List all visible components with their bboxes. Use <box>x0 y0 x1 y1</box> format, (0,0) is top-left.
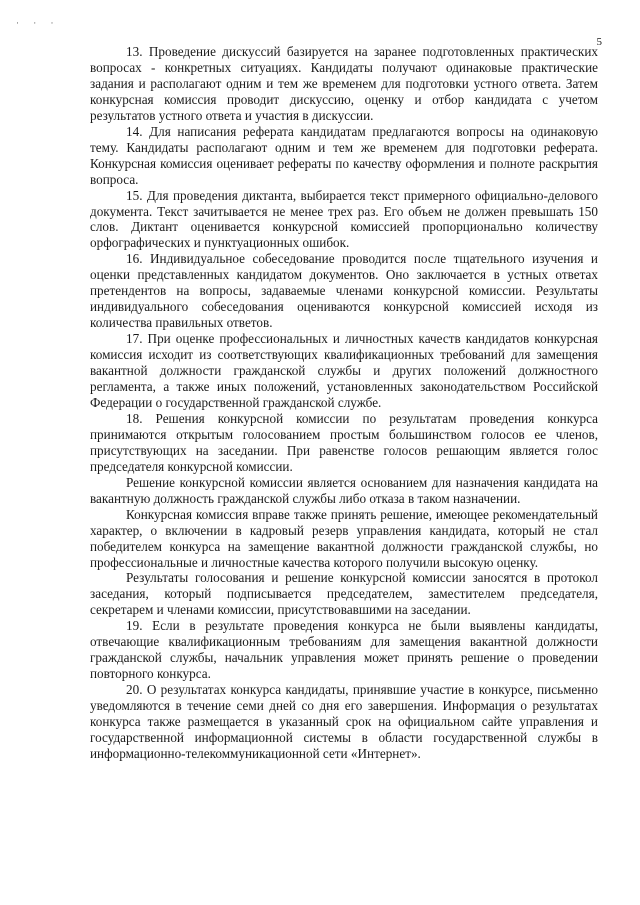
paragraph-reserve-recommendation: Конкурсная комиссия вправе также принять решение, имеющее рекомендательный характер, о включении в кадровый резерв управления кандидата, который не стал победителем конкурса на замещение вакантной должности гражданской службы, но профессиональные и личностные качества которого получили высокую оценку. <box>90 506 598 570</box>
paragraph-13-discussions: 13. Проведение дискуссий базируется на заранее подготовленных практических вопросах - конкретных ситуациях. Кандидаты получают одинаковые практические задания и располагают одним и тем же временем для подготовки устного ответа. Затем конкурсная комиссия проводит дискуссию, оценку и отбор кандидата с учетом результатов устного ответа и участия в дискуссии. <box>90 44 598 123</box>
paragraph-15-dictation: 15. Для проведения диктанта, выбирается текст примерного официально-делового документа. Текст зачитывается не менее трех раз. Его объем не должен превышать 150 слов. Диктант оценивается конкурсной комиссией пропорционально количеству орфографических и пунктуационных ошибок. <box>90 187 598 251</box>
paragraph-19-repeat-contest: 19. Если в результате проведения конкурса не были выявлены кандидаты, отвечающие квалификационным требованиям для замещения вакантной должности гражданской службы, начальник управления может принять решение о проведении повторного конкурса. <box>90 618 598 682</box>
paragraph-16-interview: 16. Индивидуальное собеседование проводится после тщательного изучения и оценки представленных кандидатом документов. Оно заключается в устных ответах претендентов на вопросы, задаваемые членами конкурсной комиссии. Результаты индивидуального собеседования оцениваются конкурсной комиссией исходя из количества правильных ответов. <box>90 251 598 331</box>
paragraph-17-assessment: 17. При оценке профессиональных и личностных качеств кандидатов конкурсная комиссия исходит из соответствующих квалификационных требований для замещения вакантной должности гражданской службы и других положений должностного регламента, а также иных положений, установленных законодательством Российской Федерации о государственной гражданской службе. <box>90 331 598 410</box>
document-body <box>90 44 598 762</box>
paragraph-20-results-notice: 20. О результатах конкурса кандидаты, принявшие участие в конкурсе, письменно уведомляются в течение семи дней со дня его завершения. Информация о результатах конкурса также размещается в указанный срок на официальном сайте управления и государственной информационной системы в области государственной службы в информационно-телекоммуникационной сети «Интернет». <box>90 682 598 761</box>
paragraph-18-decisions: 18. Решения конкурсной комиссии по результатам проведения конкурса принимаются открытым голосованием простым большинством голосов ее членов, присутствующих на заседании. При равенстве голосов решающим является голос председателя конкурсной комиссии. <box>90 410 598 474</box>
paragraph-voting-protocol: Результаты голосования и решение конкурсной комиссии заносятся в протокол заседания, который подписывается председателем, заместителем председателя, секретарем и членами комиссии, присутствовавшими на заседании. <box>90 570 598 618</box>
paragraph-decision-basis: Решение конкурсной комиссии является основанием для назначения кандидата на вакантную должность гражданской службы либо отказа в таком назначении. <box>90 474 598 506</box>
page-number: 5 <box>596 36 602 48</box>
paragraph-14-essay: 14. Для написания реферата кандидатам предлагаются вопросы на одинаковую тему. Кандидаты располагают одним и тем же временем для подготовки реферата. Конкурсная комиссия оценивает рефераты по качеству оформления и полноте раскрытия вопроса. <box>90 123 598 187</box>
scan-mark: · · · <box>16 18 60 28</box>
